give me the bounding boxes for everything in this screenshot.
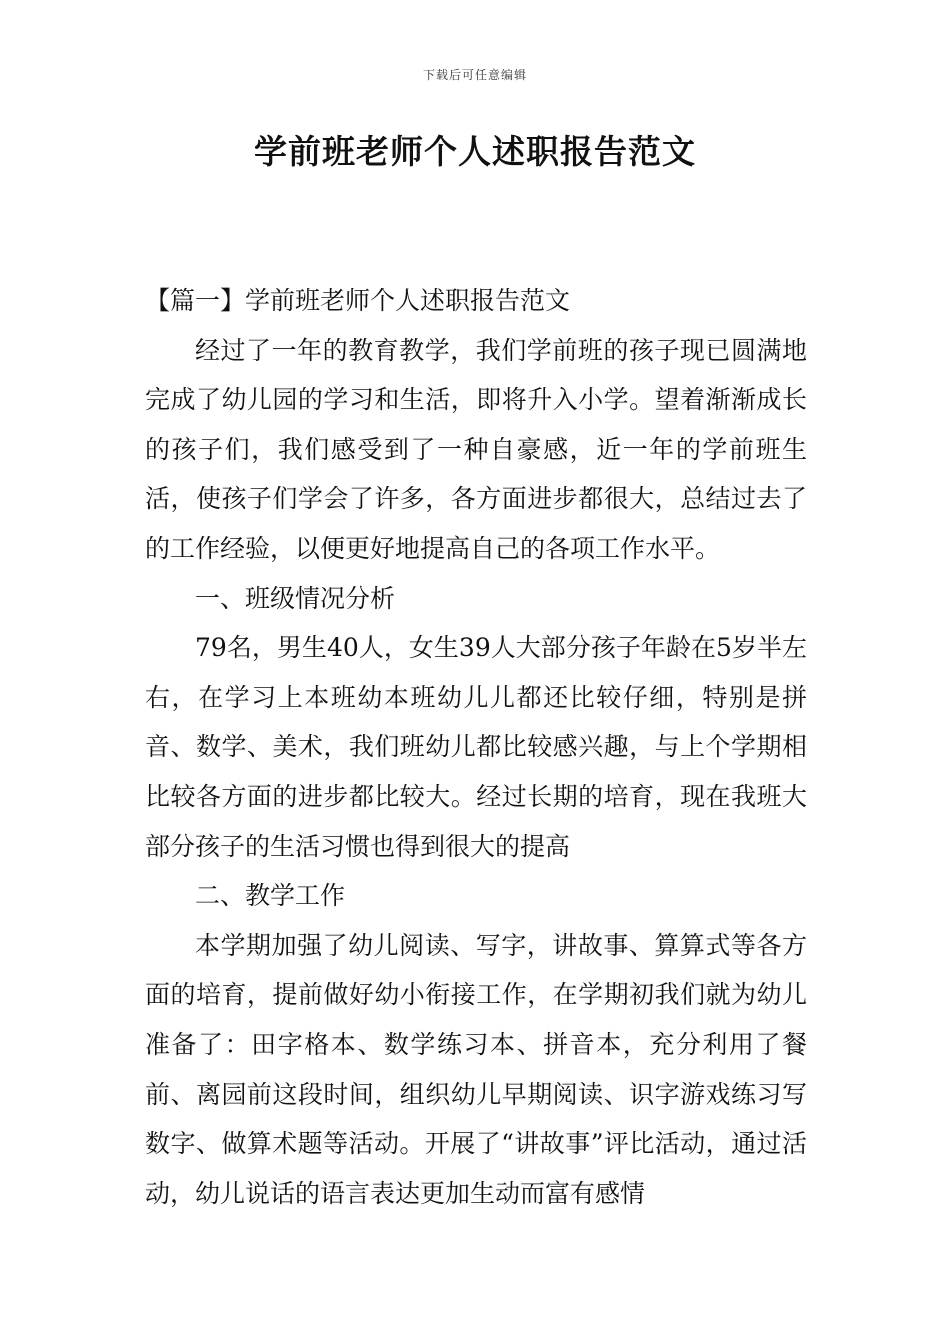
paragraph-class-analysis: 79名，男生40人，女生39人大部分孩子年龄在5岁半左右，在学习上本班幼本班幼儿儿都还比较仔细，特别是拼音、数学、美术，我们班幼儿都比较感兴趣，与上个学期相比较各方面的进步都比较大。经过长期的培育，现在我班大部分孩子的生活习惯也得到很大的提高 [145, 633, 807, 861]
page-header-note: 下载后可任意编辑 [422, 68, 527, 82]
subheading-teaching-work: 二、教学工作 [195, 881, 346, 911]
subheading-class-analysis: 一、班级情况分析 [195, 583, 396, 613]
paragraph-intro: 经过了一年的教育教学，我们学前班的孩子现已圆满地完成了幼儿园的学习和生活，即将升入小学。望着渐渐成长的孩子们，我们感受到了一种自豪感，近一年的学前班生活，使孩子们学会了许多，各方面进步都很大，总结过去了的工作经验，以便更好地提高自己的各项工作水平。 [145, 335, 807, 563]
paragraph-teaching-work: 本学期加强了幼儿阅读、写字，讲故事、算算式等各方面的培育，提前做好幼小衔接工作，在学期初我们就为幼儿准备了：田字格本、数学练习本、拼音本，充分利用了餐前、离园前这段时间，组织幼儿早期阅读、识字游戏练习写数字、做算术题等活动。开展了“讲故事”评比活动，通过活动，幼儿说话的语言表达更加生动而富有感情 [145, 930, 807, 1208]
document-body [145, 276, 807, 1218]
section-heading: 【篇一】学前班老师个人述职报告范文 [145, 286, 571, 315]
document-title: 学前班老师个人述职报告范文 [254, 132, 696, 171]
